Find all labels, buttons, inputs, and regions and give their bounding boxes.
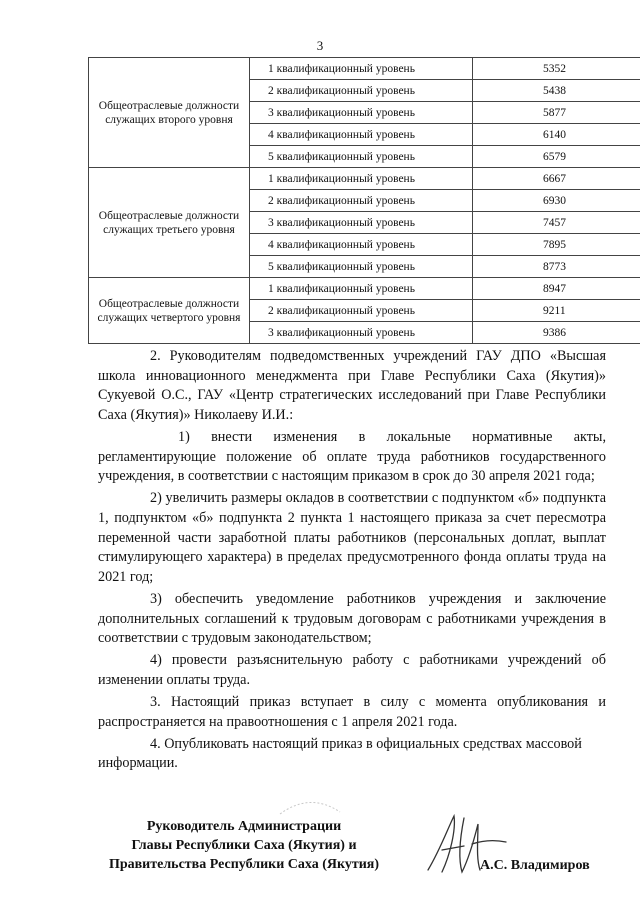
value-cell: 6140 <box>473 124 640 146</box>
subparagraph-4: 4) провести разъяснительную работу с работниками учреждений об изменении оплаты труда. <box>98 652 606 688</box>
level-cell: 5 квалификационный уровень <box>250 256 473 278</box>
table-row <box>89 278 640 300</box>
value-cell: 5877 <box>473 102 640 124</box>
paragraph-2: 2. Руководителям подведомственных учреждений ГАУ ДПО «Высшая школа инновационного менеджмента при Главе Республики Саха (Якутия)» Сукуевой О.С., ГАУ «Центр стратегических исследований при Главе Республики Саха (Якутия)» Николаеву И.И.: <box>98 348 606 423</box>
level-cell: 3 квалификационный уровень <box>250 212 473 234</box>
level-cell: 4 квалификационный уровень <box>250 234 473 256</box>
value-cell: 9386 <box>473 322 640 344</box>
group-name: Общеотраслевые должности служащих третьего уровня <box>89 168 250 278</box>
level-cell: 1 квалификационный уровень <box>250 278 473 300</box>
signer-title-line-3: Правительства Республики Саха (Якутия) <box>108 857 380 872</box>
value-cell: 5438 <box>473 80 640 102</box>
handwritten-signature <box>420 810 510 880</box>
level-cell: 4 квалификационный уровень <box>250 124 473 146</box>
value-cell: 8773 <box>473 256 640 278</box>
level-cell: 3 квалификационный уровень <box>250 102 473 124</box>
group-name: Общеотраслевые должности служащих четвертого уровня <box>89 278 250 344</box>
signer-name: А.С. Владимиров <box>480 858 590 873</box>
value-cell: 9211 <box>473 300 640 322</box>
value-cell: 7895 <box>473 234 640 256</box>
level-cell: 2 квалификационный уровень <box>250 300 473 322</box>
paragraph-4: 4. Опубликовать настоящий приказ в официальных средствах массовой информации. <box>98 735 582 772</box>
value-cell: 6667 <box>473 168 640 190</box>
level-cell: 3 квалификационный уровень <box>250 322 473 344</box>
subparagraph-2: 2) увеличить размеры окладов в соответствии с подпунктом «б» подпункта 1, подпунктом «б» подпункта 2 пункта 1 настоящего приказа за счет пересмотра переменной части заработной платы работников (персональных доплат, выплат стимулирующего характера) в пределах предусмотренного фонда оплаты труда на 2021 год; <box>98 490 606 585</box>
group-name: Общеотраслевые должности служащих второго уровня <box>89 58 250 168</box>
faint-stamp-mark <box>275 790 345 820</box>
page-number: 3 <box>316 38 324 53</box>
table-row <box>89 168 640 190</box>
level-cell: 5 квалификационный уровень <box>250 146 473 168</box>
subparagraph-1: 1) внести изменения в локальные нормативные акты, регламентирующие положение об оплате труда работников государственного учреждения, в соответствии с настоящим приказом в срок до 30 апреля 2021 года; <box>98 428 606 485</box>
table-row <box>89 58 640 80</box>
signer-title <box>84 817 404 874</box>
value-cell: 7457 <box>473 212 640 234</box>
salary-table <box>88 57 640 344</box>
level-cell: 1 квалификационный уровень <box>250 168 473 190</box>
paragraph-3: 3. Настоящий приказ вступает в силу с момента опубликования и распространяется на правоотношения с 1 апреля 2021 года. <box>98 694 606 730</box>
level-cell: 2 квалификационный уровень <box>250 80 473 102</box>
level-cell: 1 квалификационный уровень <box>250 58 473 80</box>
value-cell: 6579 <box>473 146 640 168</box>
level-cell: 2 квалификационный уровень <box>250 190 473 212</box>
subparagraph-3: 3) обеспечить уведомление работников учреждения и заключение дополнительных соглашений к трудовым договорам с работниками учреждения в соответствии с трудовым законодательством; <box>98 590 606 647</box>
value-cell: 8947 <box>473 278 640 300</box>
order-text <box>98 347 606 777</box>
value-cell: 5352 <box>473 58 640 80</box>
signer-title-line-1: Руководитель Администрации <box>146 819 342 834</box>
value-cell: 6930 <box>473 190 640 212</box>
signer-title-line-2: Главы Республики Саха (Якутия) и <box>131 838 357 853</box>
